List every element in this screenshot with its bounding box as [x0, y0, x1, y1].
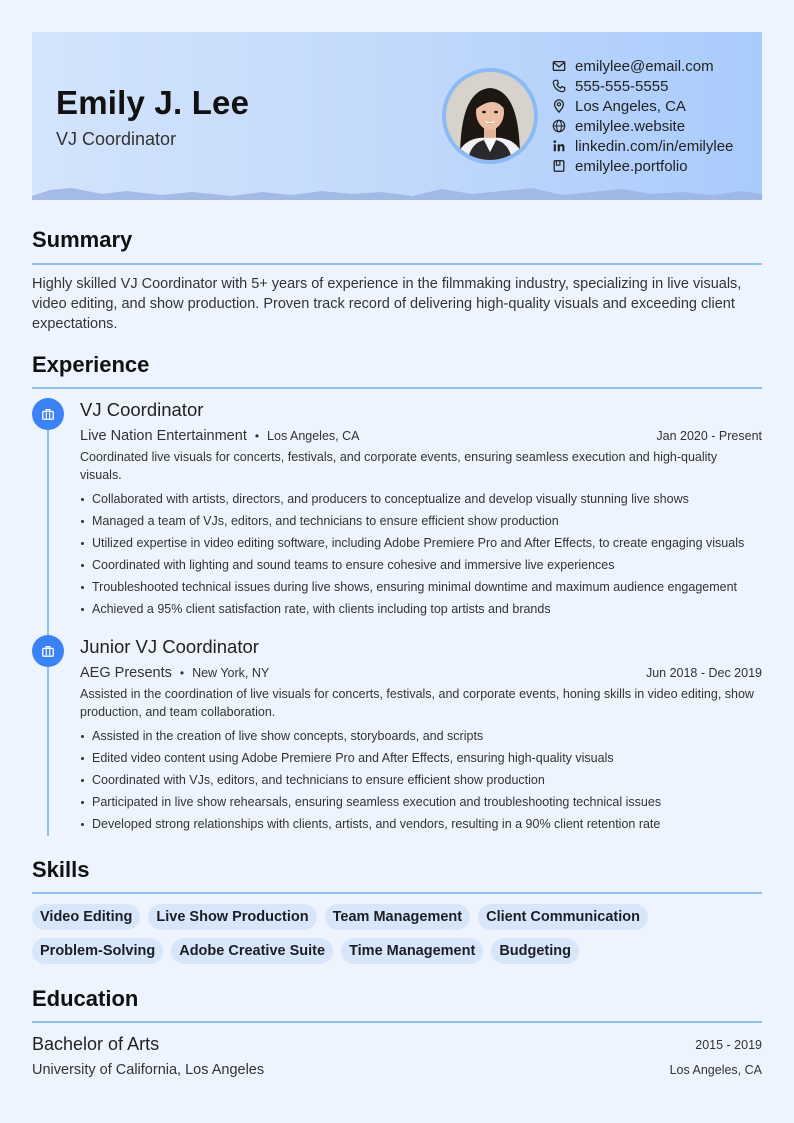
contact-website[interactable] — [552, 116, 733, 136]
skill-tag: Time Management — [341, 938, 483, 964]
contact-text: emilylee.portfolio — [575, 157, 688, 175]
profile-photo-frame — [442, 68, 538, 164]
experience-entry — [80, 399, 762, 620]
contact-location — [552, 96, 733, 116]
globe-icon — [552, 119, 566, 133]
timeline-marker — [32, 398, 64, 430]
summary-text: Highly skilled VJ Coordinator with 5+ years of experience in the filmmaking industry, specializing in live visuals, video editing, and show production. Proven track record of delivering high-quality visuals and exceeding client expectations. — [32, 276, 742, 332]
timeline-marker — [32, 635, 64, 667]
section-divider — [32, 1021, 762, 1023]
school-name: University of California, Los Angeles — [32, 1062, 265, 1078]
contact-text: emilylee@email.com — [575, 57, 714, 75]
skill-tag: Budgeting — [491, 938, 579, 964]
job-dates: Jan 2020 - Present — [656, 429, 762, 443]
job-bullets — [80, 725, 762, 835]
briefcase-icon — [41, 407, 55, 421]
mail-icon — [552, 59, 566, 73]
company-name: AEG Presents — [80, 665, 172, 681]
job-description: Coordinated live visuals for concerts, festivals, and corporate events, ensuring seamless execution and high-quality visuals. — [80, 450, 718, 482]
list-item: Managed a team of VJs, editors, and technicians to ensure efficient show production — [80, 510, 762, 532]
profile-photo — [446, 72, 534, 160]
contact-text: emilylee.website — [575, 117, 686, 135]
contact-linkedin[interactable] — [552, 136, 733, 156]
location-pin-icon — [552, 99, 566, 113]
separator-dot: • — [254, 429, 260, 443]
section-divider — [32, 892, 762, 894]
contact-email[interactable] — [552, 56, 733, 76]
contact-phone[interactable] — [552, 76, 733, 96]
contact-portfolio[interactable] — [552, 156, 733, 176]
job-location: Los Angeles, CA — [267, 429, 360, 443]
skills-heading: Skills — [32, 857, 90, 882]
timeline-line — [47, 412, 49, 836]
skills-list — [32, 904, 762, 964]
portfolio-icon — [552, 159, 566, 173]
list-item: Edited video content using Adobe Premiere Pro and After Effects, ensuring high-quality visuals — [80, 747, 762, 769]
candidate-role: VJ Coordinator — [56, 129, 177, 149]
list-item: Utilized expertise in video editing software, including Adobe Premiere Pro and After Effects, to create engaging visuals — [80, 532, 762, 554]
skill-tag: Client Communication — [478, 904, 648, 930]
experience-entry — [80, 636, 762, 835]
skill-tag: Video Editing — [32, 904, 140, 930]
skill-tag: Problem-Solving — [32, 938, 163, 964]
skill-tag: Team Management — [325, 904, 470, 930]
list-item: Developed strong relationships with clients, artists, and vendors, resulting in a 90% client retention rate — [80, 813, 762, 835]
linkedin-icon — [552, 139, 566, 153]
job-title: VJ Coordinator — [80, 399, 204, 420]
education-row-school — [32, 1062, 762, 1078]
job-bullets — [80, 488, 762, 620]
skill-tag: Adobe Creative Suite — [171, 938, 333, 964]
contact-text: Los Angeles, CA — [575, 97, 686, 115]
school-location: Los Angeles, CA — [669, 1063, 762, 1077]
summary-heading: Summary — [32, 227, 133, 252]
section-divider — [32, 263, 762, 265]
list-item: Collaborated with artists, directors, and producers to conceptualize and develop visually stunning live shows — [80, 488, 762, 510]
candidate-name: Emily J. Lee — [56, 84, 250, 121]
education-heading: Education — [32, 986, 139, 1011]
section-divider — [32, 387, 762, 389]
experience-heading: Experience — [32, 352, 150, 377]
list-item: Achieved a 95% client satisfaction rate, with clients including top artists and brands — [80, 598, 762, 620]
briefcase-icon — [41, 644, 55, 658]
contact-list — [552, 56, 733, 176]
list-item: Participated in live show rehearsals, ensuring seamless execution and troubleshooting technical issues — [80, 791, 762, 813]
company-name: Live Nation Entertainment — [80, 428, 247, 444]
job-location: New York, NY — [192, 666, 270, 680]
phone-icon — [552, 79, 566, 93]
header-wave-decoration — [32, 186, 762, 200]
contact-text: linkedin.com/in/emilylee — [575, 137, 734, 155]
separator-dot: • — [179, 666, 185, 680]
education-years: 2015 - 2019 — [695, 1037, 762, 1052]
job-dates: Jun 2018 - Dec 2019 — [645, 666, 762, 680]
contact-text: 555-555-5555 — [575, 77, 669, 95]
education-row-degree — [32, 1034, 762, 1055]
list-item: Troubleshooted technical issues during live shows, ensuring minimal downtime and maximum audience engagement — [80, 576, 762, 598]
skill-tag: Live Show Production — [148, 904, 316, 930]
job-description: Assisted in the coordination of live visuals for concerts, festivals, and corporate events, honing skills in video editing, show production, and team collaboration. — [80, 687, 754, 719]
list-item: Coordinated with VJs, editors, and technicians to ensure efficient show production — [80, 769, 762, 791]
degree-name: Bachelor of Arts — [32, 1034, 160, 1054]
list-item: Coordinated with lighting and sound teams to ensure cohesive and immersive live experiences — [80, 554, 762, 576]
list-item: Assisted in the creation of live show concepts, storyboards, and scripts — [80, 725, 762, 747]
job-title: Junior VJ Coordinator — [80, 636, 259, 657]
resume-header — [32, 32, 762, 200]
